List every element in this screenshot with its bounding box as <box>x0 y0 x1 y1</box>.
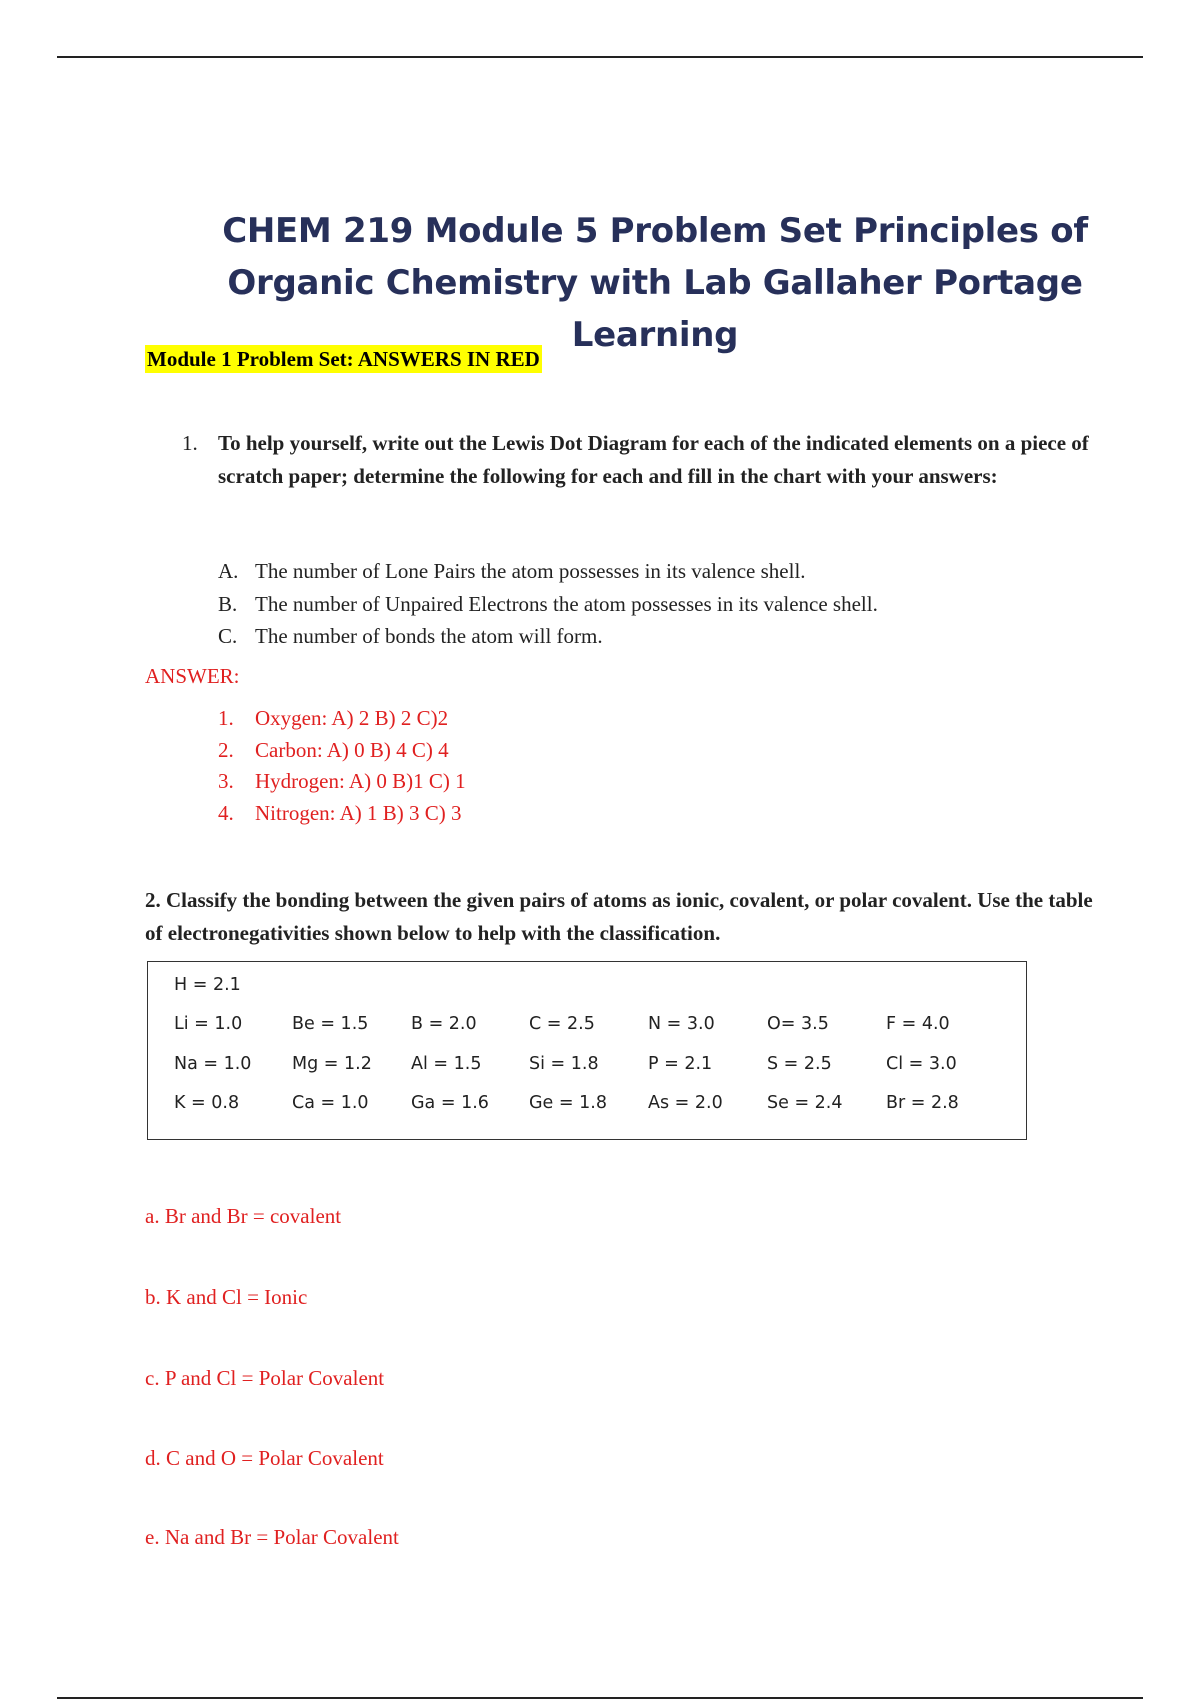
answer-number: 2. <box>218 737 234 762</box>
table-cell: Be = 1.5 <box>292 1014 369 1034</box>
list-item-letter: A. <box>218 559 239 583</box>
list-item <box>218 588 878 621</box>
question-1-sublist <box>218 555 878 653</box>
table-cell: Mg = 1.2 <box>292 1054 372 1074</box>
answer-item <box>218 735 466 767</box>
answer-item <box>218 766 466 798</box>
list-item-letter: C. <box>218 624 238 648</box>
question-2-text: 2. Classify the bonding between the given pairs of atoms as ionic, covalent, or polar covalent. Use the table of electronegativities shown below to help with the classification. <box>145 888 1093 945</box>
answer-number: 4. <box>218 800 234 825</box>
list-item-letter: B. <box>218 591 238 616</box>
classification-answer: b. K and Cl = Ionic <box>145 1285 308 1309</box>
table-cell: Ca = 1.0 <box>292 1093 369 1113</box>
electronegativity-table <box>147 961 1027 1140</box>
question-1-text: To help yourself, write out the Lewis Dot Diagram for each of the indicated elements on a piece of scratch paper; determine the following for each and fill in the chart with your answers: <box>218 431 1089 488</box>
table-cell: Cl = 3.0 <box>886 1054 957 1074</box>
answer-item <box>218 798 466 830</box>
module-heading-highlighted: Module 1 Problem Set: ANSWERS IN RED <box>147 347 540 371</box>
question-1-number: 1. <box>182 431 198 455</box>
answer-number: 1. <box>218 706 234 730</box>
table-cell: C = 2.5 <box>529 1014 595 1034</box>
table-cell: S = 2.5 <box>767 1054 832 1074</box>
list-item <box>218 555 878 588</box>
page-title: CHEM 219 Module 5 Problem Set Principles of Organic Chemistry with Lab Gallaher Portage Learning <box>222 211 1088 355</box>
top-rule <box>57 56 1143 58</box>
table-cell: Al = 1.5 <box>411 1054 482 1074</box>
answer-label: ANSWER: <box>145 664 240 688</box>
table-cell: Se = 2.4 <box>767 1093 843 1113</box>
question-1 <box>145 427 1105 492</box>
table-cell: Si = 1.8 <box>529 1054 599 1074</box>
answer-text: Hydrogen: A) 0 B)1 C) 1 <box>255 769 466 793</box>
table-cell: Li = 1.0 <box>174 1014 243 1034</box>
classification-answer: a. Br and Br = covalent <box>145 1204 342 1228</box>
table-cell: P = 2.1 <box>648 1054 713 1074</box>
question-1-answers <box>218 703 466 829</box>
table-cell: Na = 1.0 <box>174 1054 252 1074</box>
table-cell: N = 3.0 <box>648 1014 715 1034</box>
table-cell: As = 2.0 <box>648 1093 723 1113</box>
table-cell: B = 2.0 <box>411 1014 477 1034</box>
list-item <box>218 620 878 653</box>
list-item-text: The number of bonds the atom will form. <box>255 624 603 648</box>
table-cell: Ge = 1.8 <box>529 1093 607 1113</box>
answer-number: 3. <box>218 769 234 793</box>
answer-text: Carbon: A) 0 B) 4 C) 4 <box>255 737 449 762</box>
classification-answer: d. C and O = Polar Covalent <box>145 1446 384 1470</box>
table-cell: O= 3.5 <box>767 1014 829 1034</box>
table-cell: Br = 2.8 <box>886 1093 959 1113</box>
bottom-rule <box>57 1697 1143 1699</box>
list-item-text: The number of Unpaired Electrons the atom possesses in its valence shell. <box>255 591 878 616</box>
table-cell: Ga = 1.6 <box>411 1093 489 1113</box>
classification-answer: c. P and Cl = Polar Covalent <box>145 1366 385 1390</box>
answer-text: Oxygen: A) 2 B) 2 C)2 <box>255 706 449 730</box>
answer-item <box>218 703 466 735</box>
list-item-text: The number of Lone Pairs the atom possesses in its valence shell. <box>255 559 806 583</box>
table-cell: K = 0.8 <box>174 1093 240 1113</box>
table-cell: H = 2.1 <box>174 975 241 995</box>
table-cell: F = 4.0 <box>886 1014 950 1034</box>
classification-answer: e. Na and Br = Polar Covalent <box>145 1525 399 1549</box>
answer-text: Nitrogen: A) 1 B) 3 C) 3 <box>255 800 462 825</box>
